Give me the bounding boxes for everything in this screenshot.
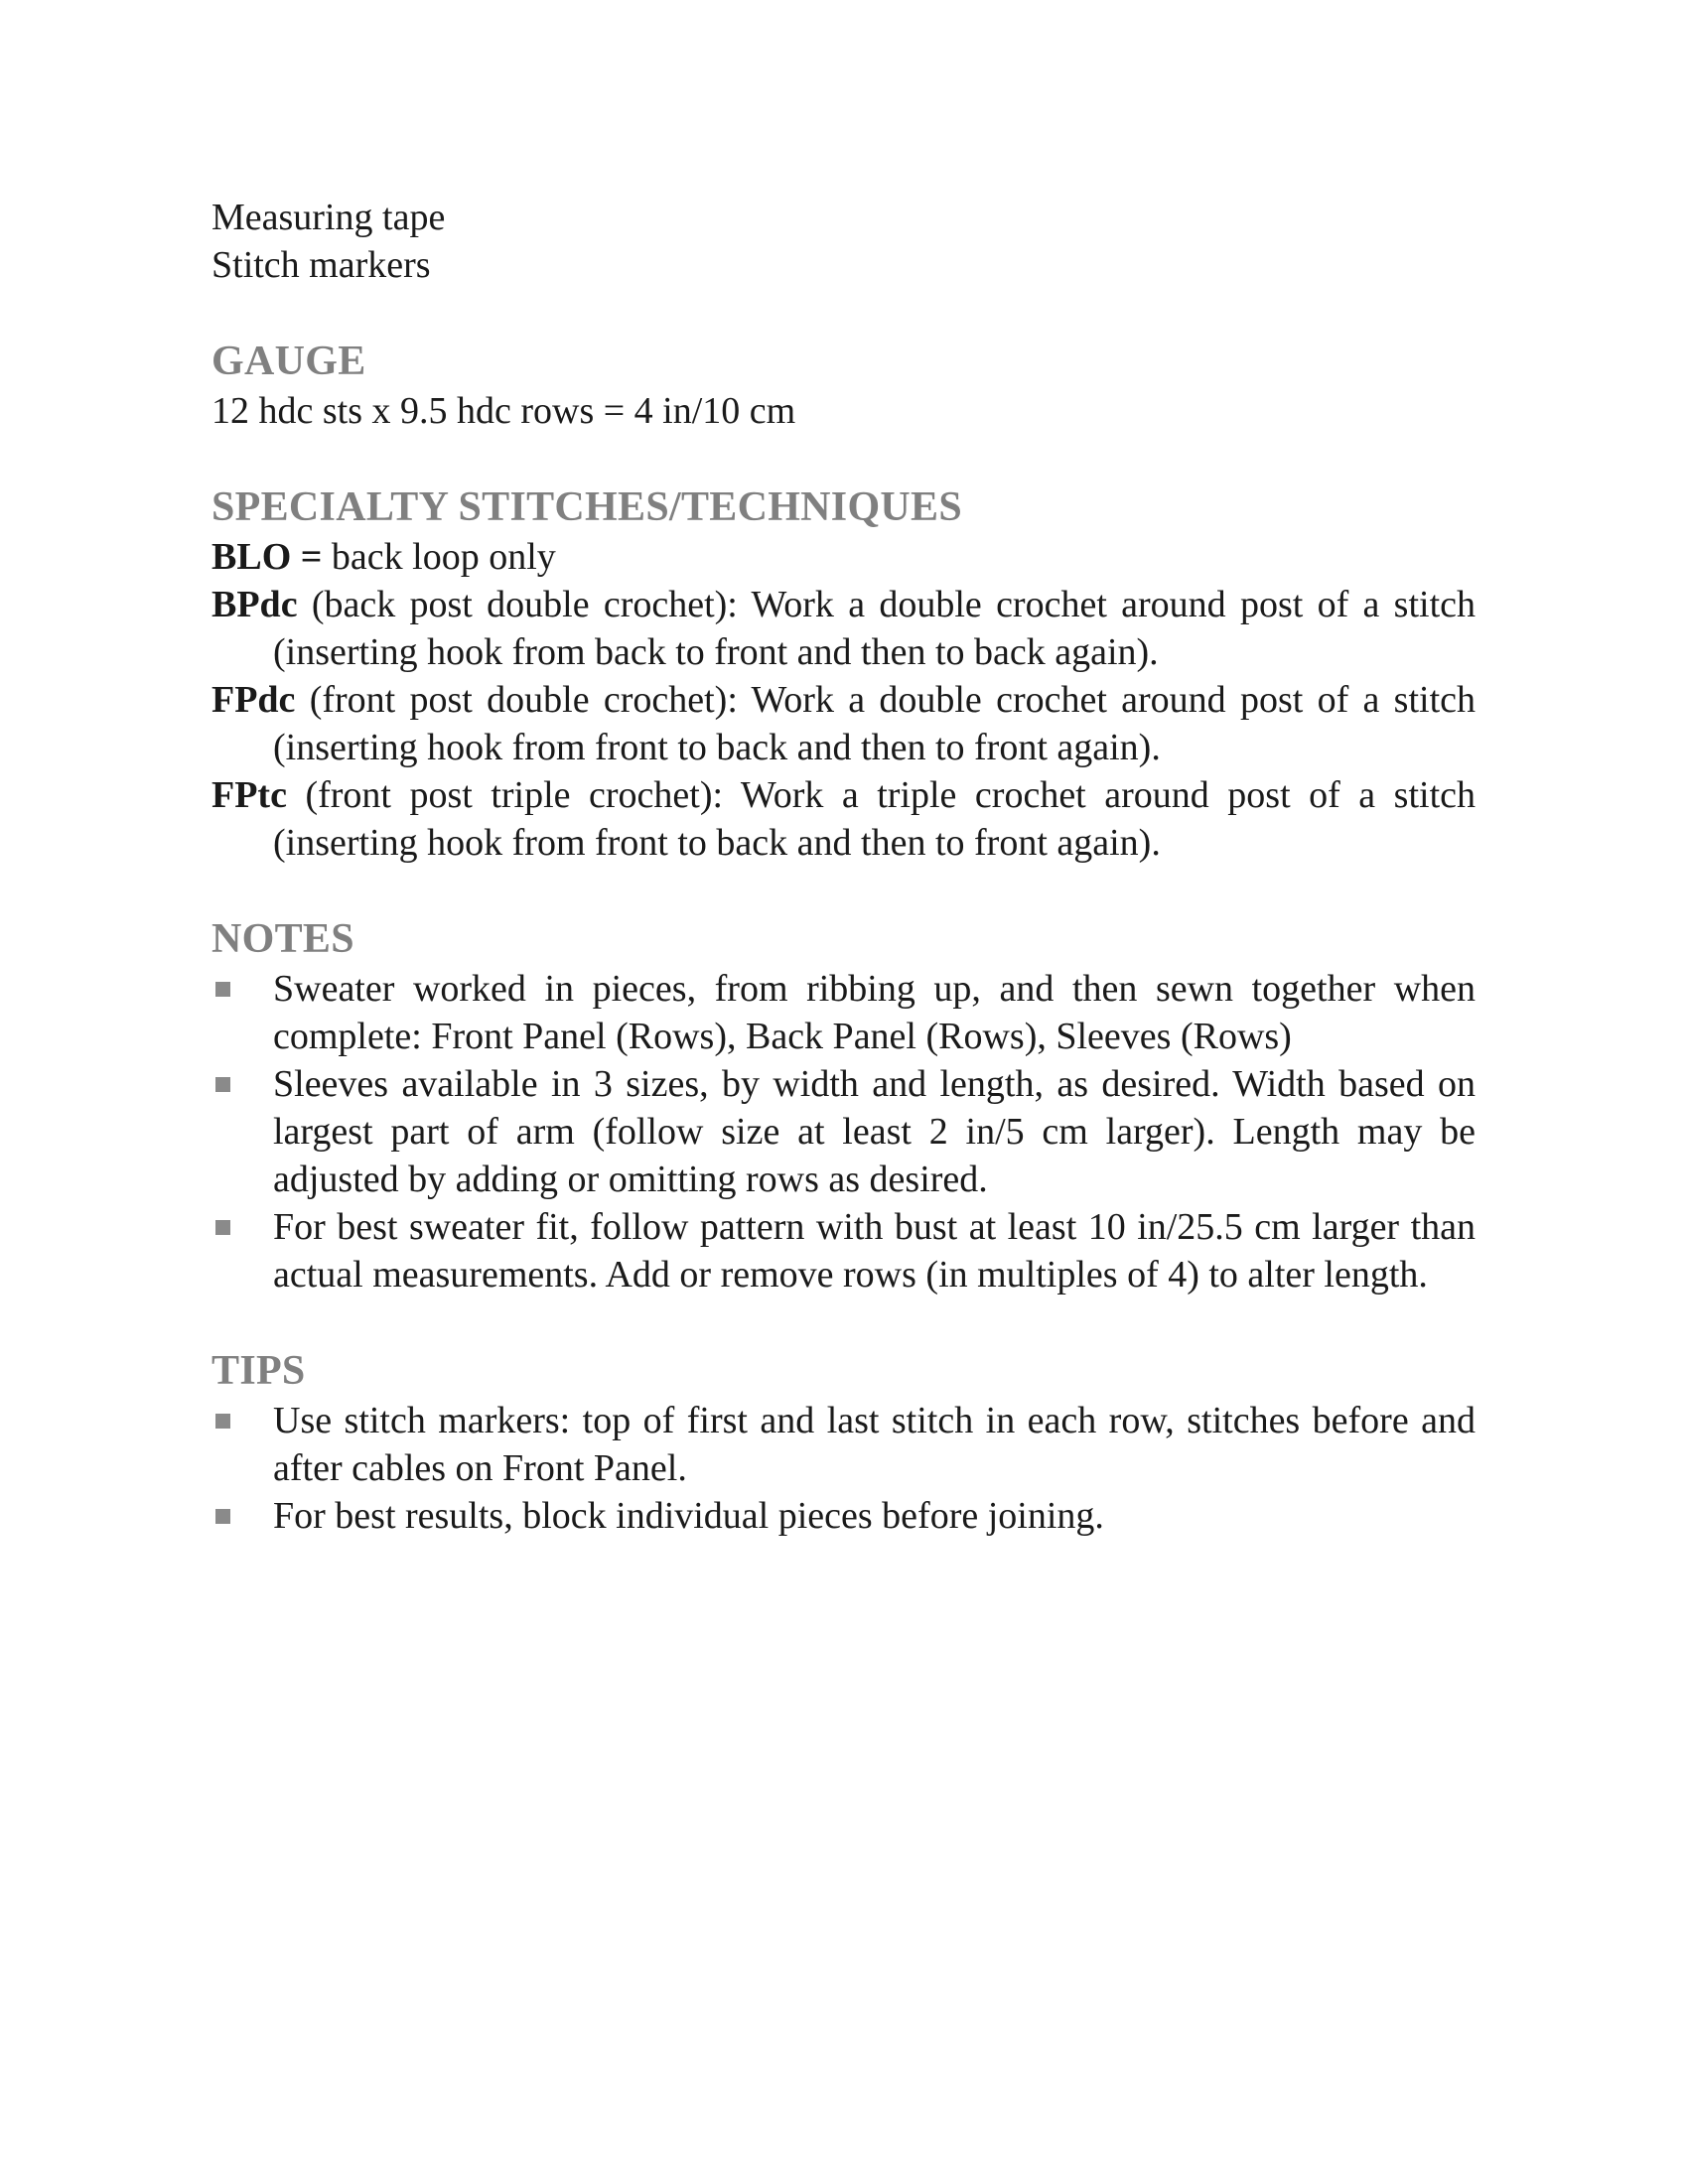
tips-heading: TIPS	[211, 1348, 306, 1394]
notes-list	[211, 965, 1476, 1298]
note-text: Sweater worked in pieces, from ribbing up, and then sewn together when complete: Front Panel (Rows), Back Panel (Rows), Sleeves (Rows)	[273, 968, 1476, 1057]
stitch-term: BPdc	[211, 584, 298, 625]
square-bullet-icon	[215, 982, 230, 997]
stitch-definition	[211, 581, 1476, 676]
list-item	[211, 1397, 1476, 1492]
tips-list	[211, 1397, 1476, 1540]
stitch-description: back loop only	[322, 536, 556, 578]
tips-section	[211, 1345, 1476, 1540]
material-item: Measuring tape	[211, 197, 446, 238]
document-page	[211, 194, 1476, 1540]
notes-section	[211, 913, 1476, 1298]
stitch-term: FPtc	[211, 774, 287, 816]
specialty-section	[211, 481, 1476, 867]
tip-text: Use stitch markers: top of first and last stitch in each row, stitches before and after cables on Front Panel.	[273, 1400, 1476, 1489]
square-bullet-icon	[215, 1077, 230, 1092]
list-item	[211, 965, 1476, 1060]
material-item: Stitch markers	[211, 244, 431, 286]
square-bullet-icon	[215, 1509, 230, 1524]
stitch-description: (front post double crochet): Work a double crochet around post of a stitch (inserting hook from front to back and then to front again).	[273, 679, 1476, 768]
tip-text: For best results, block individual pieces before joining.	[273, 1495, 1104, 1537]
specialty-heading: SPECIALTY STITCHES/TECHNIQUES	[211, 484, 963, 530]
square-bullet-icon	[215, 1414, 230, 1429]
square-bullet-icon	[215, 1220, 230, 1235]
stitch-description: (front post triple crochet): Work a triple crochet around post of a stitch (inserting hook from front to back and then to front again).	[273, 774, 1476, 864]
gauge-heading: GAUGE	[211, 339, 366, 384]
gauge-section	[211, 336, 1476, 435]
stitch-term: BLO =	[211, 536, 323, 578]
stitch-description: (back post double crochet): Work a double crochet around post of a stitch (inserting hook from back to front and then to back again).	[273, 584, 1476, 673]
notes-heading: NOTES	[211, 916, 354, 962]
stitch-definition	[211, 676, 1476, 771]
materials-list	[211, 194, 1476, 289]
note-text: For best sweater fit, follow pattern with bust at least 10 in/25.5 cm larger than actual measurements. Add or remove rows (in multiples of 4) to alter length.	[273, 1206, 1476, 1296]
list-item	[211, 1060, 1476, 1203]
stitch-definition	[211, 771, 1476, 867]
stitch-term: FPdc	[211, 679, 296, 721]
note-text: Sleeves available in 3 sizes, by width and length, as desired. Width based on largest part of arm (follow size at least 2 in/5 cm larger). Length may be adjusted by adding or omitting rows as desired.	[273, 1063, 1476, 1200]
list-item	[211, 1203, 1476, 1298]
gauge-text: 12 hdc sts x 9.5 hdc rows = 4 in/10 cm	[211, 390, 796, 432]
list-item	[211, 1492, 1476, 1540]
stitch-definition	[211, 533, 1476, 581]
